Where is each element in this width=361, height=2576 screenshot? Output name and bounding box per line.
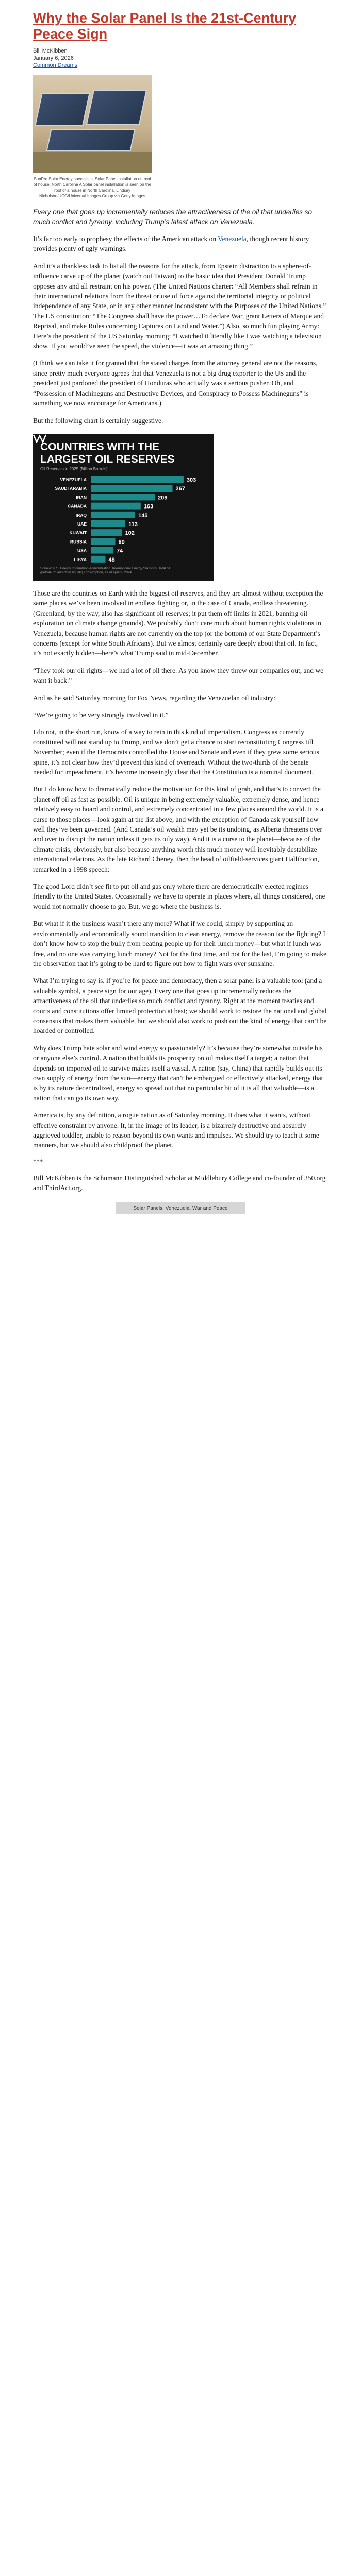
solar-panel-shape: [35, 93, 90, 126]
paragraph-7: And as he said Saturday morning for Fox News, regarding the Venezuelan oil industry:: [33, 693, 275, 702]
value-label: 267: [175, 486, 185, 493]
category-label: SAUDI ARABIA: [55, 486, 87, 492]
category-label: IRAN: [76, 495, 87, 500]
bar: [91, 485, 173, 492]
solar-panel-shape: [86, 90, 147, 125]
oil-reserves-chart: [33, 434, 214, 581]
category-label: VENEZUELA: [60, 477, 87, 482]
category-label: IRAQ: [75, 512, 87, 518]
source-link[interactable]: Common Dreams: [33, 62, 78, 69]
author-name: Bill McKibben: [33, 48, 68, 54]
hero-image-solar-panels: [33, 75, 152, 173]
article-lede: Every one that goes up incrementally reduces the attractiveness of the oil that underlies so much conflict and tyranny, including Trump’s latest attack on Venezuela.: [33, 208, 313, 226]
paragraph-9: I do not, in the short run, know of a way to rein in this kind of imperialism. Congress as currently constituted will not stand up to Trump, and we don’t get a chance to start reconstituting Congress till November; even if the Democrats controlled the House and Senate and even if they grew some serious spine, it’s not clear how they’d prevent this kind of overreach. Without the two-thirds of the Senate needed for impeachment, it’s become increasingly clear that the Constitution is a nominal document.: [33, 728, 319, 776]
bar: [91, 556, 106, 563]
paragraph-10: But I do know how to dramatically reduce the motivation for this kind of grab, and that’s to convert the planet off oil as fast as possible. Oil is unique in being extremely valuable, extremely dense, and hence relatively easy to hoard and control, and extremely concentrated in a few places around the world. It is a curse to those places—look again at the list above, and with the exception of Canada ask yourself how well they’ve been governed. (And Canada’s oil wealth may yet be its undoing, as Alberta threatens over and over to disrupt the nation unless it gets its oily way). And it is a curse to the planet—because of the climate crisis, obviously, but also because anything worth this much money will inevitably destabilize international relations. As the late Richard Cheney, then the head of oilfield-services giant Halliburton, remarked in a 1998 speech:: [33, 785, 324, 873]
category-label: LIBYA: [74, 556, 87, 562]
value-label: 163: [143, 503, 154, 510]
chart-subtitle: Oil Reserves in 2025 (Billion Barrels): [40, 466, 108, 471]
solar-panel-shape: [46, 129, 135, 151]
hero-caption: SunPro Solar Energy specialists, Solar Panel installation on roof of house, North Carolina A Solar panel installation is seen on the roof of a house in North Carolina. Lindsay Nicholson/UCG/Universal Images Group via Getty Images: [33, 177, 152, 198]
paragraph-6: “They took our oil rights—we had a lot of oil there. As you know they threw our companies out, and we want it back.”: [33, 666, 324, 685]
byline: [33, 47, 328, 69]
value-label: 303: [186, 477, 196, 483]
bar: [91, 547, 113, 554]
article-title[interactable]: Why the Solar Panel Is the 21st-Century Peace Sign: [33, 10, 297, 42]
value-label: 80: [118, 539, 125, 546]
venezuela-link[interactable]: Venezuela: [218, 235, 247, 243]
roof-shape: [33, 152, 152, 173]
separator: ***: [33, 1157, 43, 1165]
chart-bars: [33, 434, 214, 581]
publish-date: January 6, 2026: [33, 55, 74, 61]
paragraph-15: America is, by any definition, a rogue nation as of Saturday morning. It does what it wants, without effective constraint by anyone. It, in the image of its leader, is a bizarrely destructive and absurdly aggrieved toddler, unable to reason beyond its own wants and impulses. We should try to teach it some manners, but we should also childproof the planet.: [33, 1111, 319, 1149]
paragraph-11: The good Lord didn’t see fit to put oil and gas only where there are democratically elected regimes friendly to the United States. Occasionally we have to operate in places where, all things considered, one would not normally choose to go. But, we go where the business is.: [33, 883, 325, 910]
value-label: 102: [125, 530, 135, 537]
bar: [91, 520, 125, 527]
paragraph-5: Those are the countries on Earth with the biggest oil reserves, and they are almost without exception the same places we’ve been involved in endless fighting or, in the case of Canada, endless threatening. (Greenland, by the way, also has significant oil reserves; it put them off limits in 2021, banning oil exploration on climate change grounds). We probably don’t care much about human rights violations in Venezuela, because human rights are not currently on the top (or the bottom) of our State Department’s concerns (except for white South Africans). But we almost certainly care deeply about that oil. In fact, it’s not exactly hidden—here’s what Trump said in mid-December.: [33, 589, 323, 657]
author-bio: Bill McKibben is the Schumann Distinguished Scholar at Middlebury College and co-founder of 350.org and ThirdAct.org.: [33, 1174, 326, 1192]
bar: [91, 503, 141, 510]
chart-title: COUNTRIES WITH THE LARGEST OIL RESERVES: [40, 440, 175, 465]
article-tags[interactable]: Solar Panels, Venezuela, War and Peace: [116, 1202, 245, 1214]
publisher-logo-icon: [33, 434, 46, 443]
bar: [91, 512, 135, 518]
chart-source: Source: U.S. Energy Information Administration, International Energy Statistics, Total oil (petroleum and other liquids) consumption, as of April 9, 2024: [40, 566, 170, 574]
category-label: CANADA: [68, 503, 87, 509]
paragraph-4: But the following chart is certainly suggestive.: [33, 416, 163, 425]
value-label: 48: [108, 556, 115, 563]
bar: [91, 494, 155, 500]
email-body: [33, 0, 328, 1214]
category-label: USA: [77, 548, 87, 553]
paragraph-8: “We’re going to be very strongly involved in it.”: [33, 710, 169, 719]
value-label: 209: [158, 495, 168, 501]
paragraph-1: It’s far too early to prophesy the effects of the American attack on Venezuela, though recent history provides plenty of ugly warnings.: [33, 235, 309, 253]
bar: [91, 538, 116, 545]
category-label: UAE: [77, 521, 87, 527]
value-label: 74: [116, 548, 123, 554]
paragraph-13: What I’m trying to say is, if you’re for peace and democracy, then a solar panel is a valuable tool (and a valuable symbol, a peace sign for our age). Every one that goes up incrementally reduces the attractiveness of the oil that underlies so much conflict and tyranny. Right at the moment treaties and courts and constitutions offer limited protection at best; we should work to restore the national and global consensus that makes them valuable, but we should also work to push out the kind of energy that can’t be hoarded or controlled.: [33, 977, 327, 1035]
bar: [91, 476, 184, 483]
value-label: 113: [128, 521, 138, 528]
bar: [91, 529, 122, 536]
paragraph-12: But what if it the business wasn’t there any more? What if we could, simply by supporting an environmentally and economically sound transition to clean energy, remove the reason for the fighting? I don’t know how to stop the bully from beating people up for their lunch money—but what if lunch was free, and no one was carrying lunch money? Not for the first time, and not for the last, I’m going to make the observation that it’s going to be hard to figure out how to fight wars over sunshine.: [33, 920, 327, 968]
paragraph-14: Why does Trump hate solar and wind energy so passionately? It’s because they’re somewhat outside his or anyone else’s control. A nation that builds its prosperity on oil makes itself a target; a nation that depends on imported oil to survive makes itself a vassal. A nation (say, China) that rapidly builds out its own supply of energy from the sun—energy that can’t be embargoed or effectively attacked, energy that is by its nature decentralized, energy so spread out that no particular bit of it is all that valuable—is a nation that can go its own way.: [33, 1044, 323, 1102]
paragraph-3: (I think we can take it for granted that the stated charges from the attorney general are not the reasons, since pretty much everyone agrees that that Venezuela is not a big drug exporter to the US and the president just pardoned the president of Honduras who actually was a serious pusher. Oh, and “Possession of Machineguns and Destructive Devices, and Conspiracy to Possess Machineguns” is something we now encourage for Americans.): [33, 359, 318, 408]
category-label: RUSSIA: [70, 539, 87, 545]
value-label: 145: [138, 512, 148, 519]
category-label: KUWAIT: [69, 530, 87, 536]
paragraph-2: And it’s a thankless task to list all the reasons for the attack, from Epstein distraction to a sphere-of-influence carve up of the planet (watch out Taiwan) to the basic idea that President Donald Trump opposes any and all restraint on his power. (The United Nations charter: “All Members shall refrain in their international relations from the threat or use of force against the territorial integrity or political independence of any State, or in any other manner inconsistent with the Purposes of the United Nations.” The US constitution: “The Congress shall have the power…To declare War, grant Letters of Marque and Reprisal, and make Rules concerning Captures on Land and Water.”) Also, so much fun playing Army: Here’s the president of the US Saturday morning: “I watched it literally like I was watching a television show. If you would’ve seen the speed, the violence—it was an amazing thing.”: [33, 262, 326, 350]
